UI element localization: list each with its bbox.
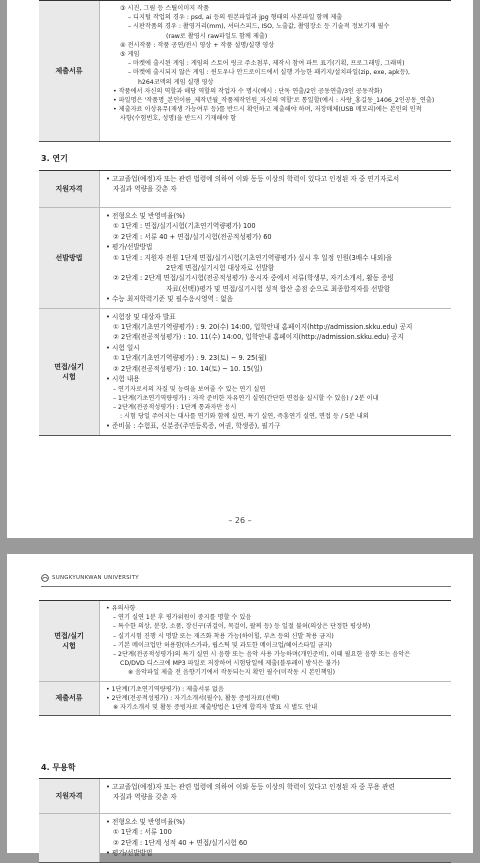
row-content (100, 309, 451, 435)
row-content (100, 814, 451, 862)
row-header: 지원자격 (39, 779, 100, 813)
text-line: ② 2단계 : 2단계 면접/실기시험(전공적성평가) 응시자 중에서 서류(학생부, 자기소개서, 활동 증빙 (113, 274, 394, 283)
text-line: – 2단계(전공적성평가) : 1단계 통과자만 응시 (113, 403, 237, 411)
acting-interview-notes-table (39, 600, 451, 716)
text-line: 2단계 면접/실기시험 대상자로 선발함 (166, 264, 275, 273)
text-line: • 평가/선발방법 (106, 243, 153, 252)
text-line: • 1단계(기초연기역량평가) : 제출서류 없음 (106, 685, 224, 693)
text-line: • 전형요소 및 반영비율(%) (106, 818, 185, 826)
text-line: • 작품에서 자신의 역할과 해당 역할의 작업자 수 명시(예시 : 단독 연출/2인 공동연출/3인 공동작화) (113, 87, 383, 95)
text-line: • 파일명은 '작품명_본인이름_제작년월_작품제작인원_자신의 역할'로 통일할(예시 : 사랑_홍길동_1406_2인공동_연출) (113, 97, 435, 105)
row-content (100, 208, 451, 308)
document-page-26 (7, 0, 473, 538)
text-line: 자질과 역량을 갖춘 자 (113, 793, 177, 802)
row-content (100, 171, 451, 207)
text-line: ① 1단계(기초연기역량평가) : 9. 20(수) 14:00, 입학안내 홈페이지(http://admission.skku.edu) 공지 (113, 323, 413, 332)
text-line: ① 1단계 : 면접/실기시험(기초연기역량평가) 100 (113, 222, 256, 231)
university-name: SUNGKYUNKWAN UNIVERSITY (52, 575, 139, 581)
text-line: • 전형요소 및 반영비율(%) (106, 212, 185, 220)
row-header: 면접/실기 시험 (39, 309, 100, 435)
text-line: ② 2단계(전공적성평가) : 10. 14(토) ~ 10. 15(일) (113, 364, 263, 373)
acting-admission-table (39, 170, 451, 436)
text-line: ① 1단계 : 지원자 전원 1단계 면접/실기시험(기초연기역량평가) 실시 후 일정 인원(3배수 내외)을 (113, 253, 393, 262)
table-row (39, 682, 451, 716)
text-line: • 제출자료 이상유무(재생 가능여부 등)를 반드시 확인하고 제출해야 하며, 저장매체(USB 메모리)에는 본인의 인적 (113, 106, 422, 114)
text-line: ③ 시진, 그림 등 스틸이미지 작품 (120, 5, 210, 12)
dance-admission-table (39, 778, 451, 863)
text-line: • 시험 일시 (106, 343, 140, 352)
text-line: – 기본 메이크업만 허용함(마스카라, 립스틱 및 과도한 메이크업/헤어스타일 금지) (113, 641, 332, 649)
table-row (39, 601, 451, 682)
table-row (39, 779, 451, 814)
section-title-acting: 3. 연기 (41, 154, 68, 163)
text-line: – 1단계(기초연기역량평가) : 자작 준비한 자유연기 실연(간단한 면접을 실시할 수 있음) / 2분 이내 (113, 394, 379, 402)
text-line: – 연기 실연 1분 후 평가위원이 중지를 명할 수 있음 (113, 614, 252, 622)
text-line: ④ 전시작품 : 작품 공연/전시 영상 + 작품 설명/실행 영상 (120, 41, 275, 49)
submission-documents-table (39, 0, 451, 142)
table-row (39, 208, 451, 309)
university-logo (41, 574, 139, 582)
text-line: – 마켓에 출시된 게임 : 게임의 스토어 링크 주소첨부, 제작시 참여 파트 표기(기획, 프로그래밍, 그래픽) (128, 60, 405, 68)
text-line: (raw로 촬영시 raw파일도 함께 제출) (166, 32, 268, 40)
row-header: 지원자격 (39, 171, 100, 207)
section-title-dance: 4. 무용학 (41, 763, 76, 772)
text-line: ② 2단계 : 서류 40 + 면접/실기시험(전공적성평가) 60 (113, 232, 272, 241)
text-line: ② 2단계 : 1단계 성적 40 + 면접/실기시험 60 (113, 838, 248, 847)
text-line: • 평가/선발방법 (106, 849, 153, 858)
row-header: 면접/실기 시험 (39, 601, 100, 681)
text-line: ※ 음악파일 제출 전 음향기기에서 작동되는지 확인 필수(미작동 시 본인책임) (128, 669, 336, 677)
text-line: : 시험 당일 주어지는 대사를 연기와 함께 실연, 특기 실연, 즉흥연기 실연, 면접 등 / 5분 내외 (120, 413, 369, 421)
text-line: – 시판작품의 경우 : 촬영거리(mm), 셔터스피드, ISO, 노출값, 촬영장소 등 기술적 정보기재 필수 (128, 23, 390, 31)
text-line: ② 2단계(전공적성평가) : 10. 11(수) 14:00, 입학안내 홈페이지(http://admission.skku.edu) 공지 (113, 333, 404, 342)
text-line: • 시험 내용 (106, 375, 140, 384)
row-header: 제출서류 (39, 1, 100, 141)
document-page-27 (7, 554, 473, 858)
text-line: – 디지털 작업의 경우 : psd, ai 등의 원본파일과 jpg 형태의 사본파일 함께 제출 (128, 14, 343, 22)
text-line: – 마켓에 출시되지 않은 게임 : 윈도우나 안드로이드에서 실행 가능한 패키지/설치파일(zip, exe, apk등), (128, 69, 410, 77)
text-line: • 수능 최저학력기준 및 필수응시영역 : 없음 (106, 295, 233, 304)
header-rule (41, 586, 451, 587)
text-line: – 실기시험 진행 시 명발 또는 재즈화 착용 가능(하이힐, 부츠 등의 신발 착용 금지) (113, 632, 334, 640)
text-line: ① 1단계 : 서류 100 (113, 828, 172, 837)
row-header: 제출서류 (39, 682, 100, 716)
text-line: h264코덱의 게임 실행 영상 (138, 78, 214, 86)
text-line: 자질과 역량을 갖춘 자 (113, 185, 177, 194)
text-line: ⑤ 게임 (120, 51, 140, 59)
row-content (100, 1, 451, 141)
row-content (100, 601, 451, 681)
text-line: CD/DVD 디스크에 MP3 파일로 저장하여 시험당일에 제출(블루레이 방식은 불가) (120, 660, 340, 668)
text-line: • 유의사항 (106, 605, 136, 612)
text-line: • 시험장 및 대상자 발표 (106, 312, 176, 321)
page-number: – 26 – (228, 516, 252, 525)
text-line: ※ 자기소개서 및 활동 증빙자료 제출방법은 1단계 합격자 발표 시 별도 안내 (113, 704, 318, 712)
text-line: • 고교졸업(예정)자 또는 관련 법령에 의하여 이와 동등 이상의 학력이 있다고 인정된 자 중 무용 관련 (106, 783, 395, 791)
table-row (39, 814, 451, 862)
table-row (39, 309, 451, 435)
row-header (39, 814, 100, 862)
text-line: – 특수한 의상, 분장, 소품, 장신구(귀걸이, 목걸이, 팔찌 등) 등 일절 불허(의상은 단정한 평상복) (113, 623, 371, 631)
text-line: – 연기자로서의 자질 및 능력을 보여줄 수 있는 연기 실연 (113, 385, 266, 393)
text-line: • 2단계(전공적성평가) : 자기소개서(필수), 활동 증빙자료(선택) (106, 694, 280, 702)
university-emblem-icon (41, 574, 49, 582)
row-header: 선발방법 (39, 208, 100, 308)
text-line: • 고교졸업(예정)자 또는 관련 법령에 의하여 이와 동등 이상의 학력이 있다고 인정된 자 중 연기자로서 (106, 175, 400, 183)
text-line: • 준비물 : 수험표, 신분증(주민등록증, 여권, 학생증), 필기구 (106, 422, 281, 431)
text-line: 자료(선택))평가 및 면접/실기시험 성적 합산 총점 순으로 최종합격자를 선발함 (166, 284, 391, 293)
table-row (39, 1, 451, 141)
row-content (100, 682, 451, 716)
text-line: ① 1단계(기초연기역량평가) : 9. 23(토) ~ 9. 25(월) (113, 354, 267, 363)
row-content (100, 779, 451, 813)
table-row (39, 171, 451, 208)
text-line: – 2단계(전공적성평가)의 특기 실연 시 음향 또는 음악 사용 가능하며(개인준비), 이때 필요한 음향 또는 음악은 (113, 651, 411, 659)
text-line: 사항(수험번호, 성명)을 반드시 기재해야 함 (120, 115, 237, 123)
